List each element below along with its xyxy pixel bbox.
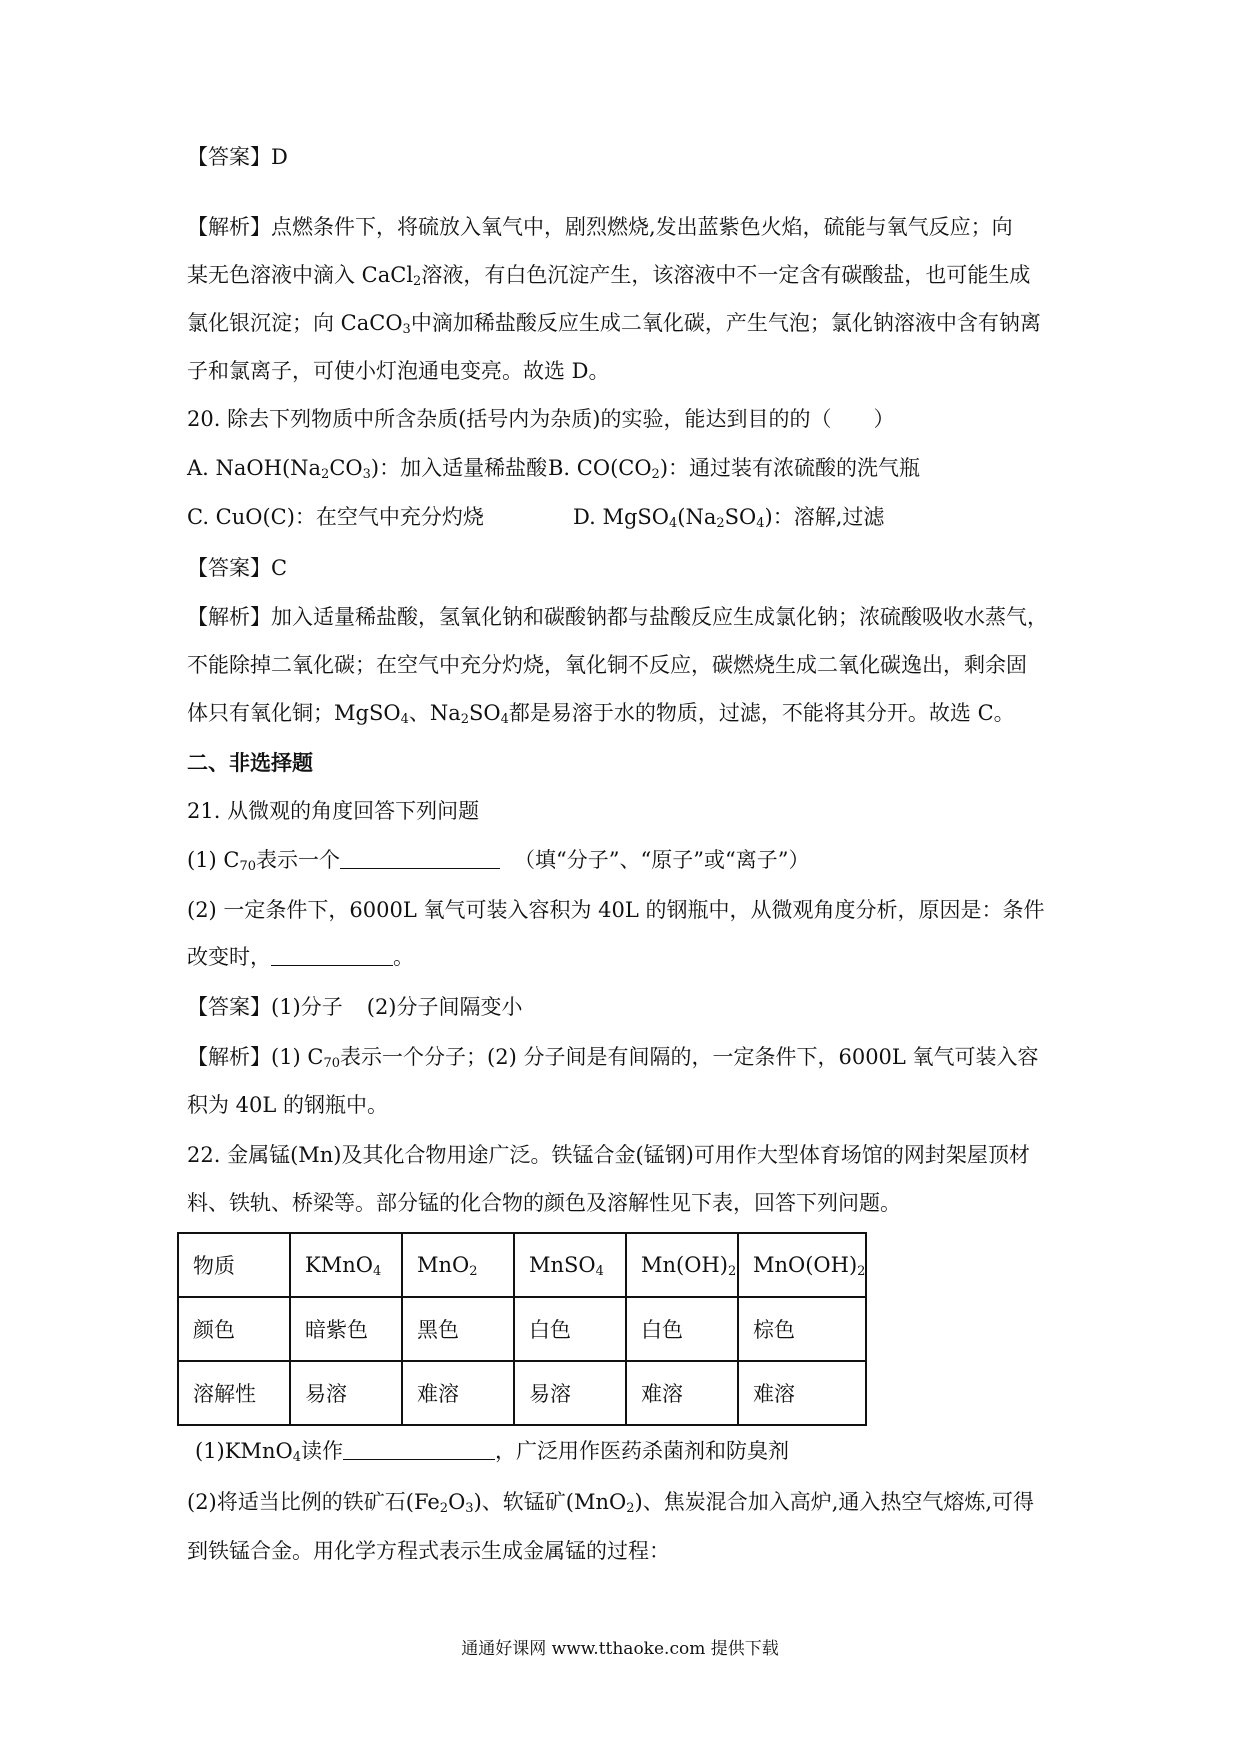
q20-answer: 【答案】C bbox=[187, 556, 288, 580]
compound-cell: KMnO$_4$ bbox=[290, 1233, 402, 1297]
section-heading: 二、非选择题 bbox=[187, 750, 313, 775]
q22-part-1: (1)KMnO$_4$读作 ，广泛用作医药杀菌剂和防臭剂 bbox=[195, 1439, 789, 1465]
q20-analysis-line-2: 不能除掉二氧化碳；在空气中充分灼烧，氧化铜不反应，碳燃烧生成二氧化碳逸出，剩余固 bbox=[187, 653, 1027, 677]
q19-analysis-line-2: 某无色溶液中滴入 CaCl$_2$溶液，有白色沉淀产生，该溶液中不一定含有碳酸盐，也可能生成 bbox=[187, 263, 1031, 289]
compound-cell: MnO$_2$ bbox=[402, 1233, 514, 1297]
row-label: 物质 bbox=[178, 1233, 290, 1297]
q21-part-2-line-2: 改变时， 。 bbox=[187, 945, 414, 969]
table-cell: 黑色 bbox=[402, 1297, 514, 1361]
q21-part-1: (1) $C_{70}$表示一个 （填“分子”、“原子”或“离子”） bbox=[187, 848, 810, 874]
table-cell: 白色 bbox=[626, 1297, 738, 1361]
compound-cell: $Mn(OH)_2$ bbox=[626, 1233, 738, 1297]
table-cell: 白色 bbox=[514, 1297, 626, 1361]
table-cell: 棕色 bbox=[738, 1297, 866, 1361]
q20-stem: 20. 除去下列物质中所含杂质(括号内为杂质)的实验，能达到目的的（ ） bbox=[187, 407, 895, 431]
q19-analysis-line-1: 【解析】点燃条件下，将硫放入氧气中，剧烈燃烧,发出蓝紫色火焰，硫能与氧气反应；向 bbox=[187, 215, 1013, 239]
q19-analysis-line-4: 子和氯离子，可使小灯泡通电变亮。故选 D。 bbox=[187, 359, 610, 383]
table-cell: 难溶 bbox=[738, 1361, 866, 1425]
q20-option-c: C. CuO(C)：在空气中充分灼烧 bbox=[187, 505, 484, 529]
answer-blank bbox=[340, 848, 500, 869]
compound-cell: MnSO$_4$ bbox=[514, 1233, 626, 1297]
table-cell: 易溶 bbox=[514, 1361, 626, 1425]
table-cell: 暗紫色 bbox=[290, 1297, 402, 1361]
q21-part-2-line-1: (2) 一定条件下，6000L 氧气可装入容积为 40L 的钢瓶中，从微观角度分析，原因是：条件 bbox=[187, 898, 1045, 922]
table-cell: 难溶 bbox=[626, 1361, 738, 1425]
q20-analysis-line-3: 体只有氧化铜；MgSO$_4$、$Na_2SO_4$都是易溶于水的物质，过滤，不能将其分开。故选 C。 bbox=[187, 701, 1015, 727]
q20-option-d: D. $MgSO_4(Na_2SO_4)$：溶解,过滤 bbox=[573, 505, 885, 531]
q21-answer: 【答案】(1)分子 (2)分子间隔变小 bbox=[187, 995, 523, 1019]
table-row bbox=[178, 1233, 866, 1297]
q22-part-2-line-1: (2)将适当比例的铁矿石$(Fe_2O_3)$、软锰矿(MnO$_2$)、焦炭混合加入高炉,通入热空气熔炼,可得 bbox=[187, 1490, 1035, 1516]
compound-cell: $MnO(OH)_2$ bbox=[738, 1233, 866, 1297]
page-footer: 通通好课网 www.tthaoke.com 提供下载 bbox=[461, 1639, 779, 1659]
q19-analysis-line-3: 氯化银沉淀；向 CaCO$_3$中滴加稀盐酸反应生成二氧化碳，产生气泡；氯化钠溶液中含有钠离 bbox=[187, 311, 1041, 337]
q22-part-2-line-2: 到铁锰合金。用化学方程式表示生成金属锰的过程： bbox=[187, 1539, 670, 1563]
q20-option-a: A. $NaOH(Na_2CO_3)$：加入适量稀盐酸 bbox=[187, 456, 548, 482]
row-label: 溶解性 bbox=[178, 1361, 290, 1425]
q21-stem: 21. 从微观的角度回答下列问题 bbox=[187, 799, 480, 823]
q21-analysis-line-1: 【解析】(1) $C_{70}$表示一个分子；(2) 分子间是有间隔的，一定条件下，6000L 氧气可装入容 bbox=[187, 1045, 1039, 1071]
q20-option-b: B. $CO(CO_2)$：通过装有浓硫酸的洗气瓶 bbox=[548, 456, 921, 482]
q20-analysis-line-1: 【解析】加入适量稀盐酸，氢氧化钠和碳酸钠都与盐酸反应生成氯化钠；浓硫酸吸收水蒸气， bbox=[187, 605, 1048, 629]
manganese-compounds-table bbox=[177, 1232, 867, 1426]
answer-blank bbox=[271, 945, 393, 966]
table-row bbox=[178, 1361, 866, 1425]
table-row bbox=[178, 1297, 866, 1361]
table-cell: 易溶 bbox=[290, 1361, 402, 1425]
q22-stem-line-1: 22. 金属锰(Mn)及其化合物用途广泛。铁锰合金(锰钢)可用作大型体育场馆的网封架屋顶材 bbox=[187, 1143, 1030, 1167]
row-label: 颜色 bbox=[178, 1297, 290, 1361]
q21-analysis-line-2: 积为 40L 的钢瓶中。 bbox=[187, 1093, 389, 1117]
q19-answer: 【答案】D bbox=[187, 145, 288, 169]
q22-stem-line-2: 料、铁轨、桥梁等。部分锰的化合物的颜色及溶解性见下表，回答下列问题。 bbox=[187, 1191, 901, 1215]
table-cell: 难溶 bbox=[402, 1361, 514, 1425]
answer-blank bbox=[343, 1439, 495, 1460]
